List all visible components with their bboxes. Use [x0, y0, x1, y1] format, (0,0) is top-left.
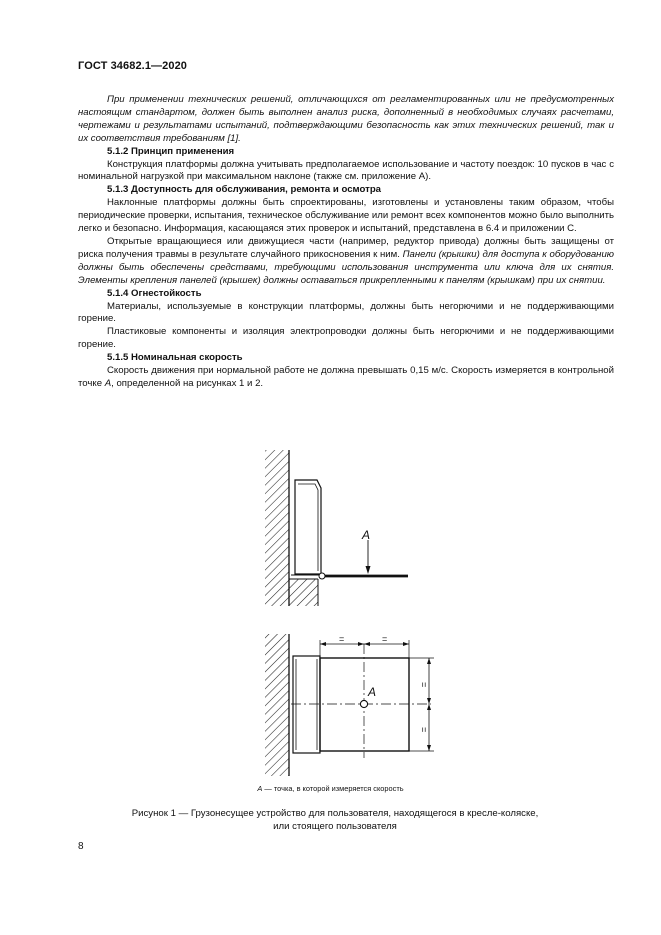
page-number: 8 — [78, 841, 84, 852]
dim-top-arrow-1 — [320, 642, 326, 646]
dim-top-arrow-2 — [358, 642, 364, 646]
paragraph-risk-analysis: При применении технических решений, отличающихся от регламентированных или не предусмотренных настоящим стандартом, должен быть выполнен анализ риска, дополненный в необходимых случаях расчетами, чертежами и результатами испытаний, подтверждающими безопасность как этих технических решений, так и их соответствия требованиям [1]. — [78, 94, 614, 144]
side-view-carrier — [295, 480, 321, 574]
paragraph-5-1-5 — [78, 365, 614, 391]
paragraph-5-1-3-b — [78, 236, 614, 288]
dim-side-arrow-1 — [427, 658, 431, 664]
heading-5-1-4: 5.1.4 Огнестойкость — [107, 287, 202, 299]
heading-5-1-3: 5.1.3 Доступность для обслуживания, ремонта и осмотра — [107, 184, 382, 196]
dim-top-arrow-3 — [364, 642, 370, 646]
dim-side-arrow-3 — [427, 704, 431, 710]
dim-side-label-upper: = — [419, 682, 429, 688]
plan-view-point-a — [360, 700, 367, 707]
paragraph-5-1-3-b-regular: Открытые вращающиеся или движущиеся части (например, редуктор привода) должны быть защищены от риска получения травмы в результате случайного прикосновения к ним. — [78, 235, 614, 260]
heading-5-1-2: 5.1.2 Принцип применения — [107, 145, 235, 157]
paragraph-5-1-4-b: Пластиковые компоненты и изоляция электропроводки должны быть негорючими и не поддерживающими горение. — [78, 326, 614, 351]
plan-view-label-a: А — [368, 685, 377, 699]
side-view-carrier-inner — [298, 484, 318, 571]
paragraph-5-1-5-pre: Скорость движения при нормальной работе не должна превышать 0,15 м/с. Скорость измеряется в контрольной точке — [78, 365, 614, 389]
plan-view-mount — [293, 656, 320, 753]
paragraph-5-1-3-b-italic: Панели (крышки) для доступа к оборудованию должны быть обеспечены средствами, требующими использования инструмента или ключа для их снятия. Элементы крепления панелей (крышек) должны оставаться прикрепленными к панелям (крышкам) при их снятии. — [78, 248, 615, 286]
figure-caption-line-1: Рисунок 1 — Грузонесущее устройство для пользователя, находящегося в кресле-коляске, — [131, 808, 539, 819]
side-view-label-a: А — [362, 528, 371, 542]
side-view-floor-hatch — [289, 579, 318, 606]
figure-legend-var: А — [257, 784, 263, 793]
paragraph-5-1-5-post: , определенной на рисунках 1 и 2. — [111, 377, 264, 389]
paragraph-5-1-4-a: Материалы, используемые в конструкции платформы, должны быть негорючими и не поддерживающими горение. — [78, 300, 614, 325]
figure-caption — [110, 808, 560, 834]
figure-legend-text: — точка, в которой измеряется скорость — [262, 784, 404, 793]
document-header: ГОСТ 34682.1—2020 — [78, 60, 188, 72]
side-view-wall-hatch — [265, 450, 289, 606]
plan-view — [265, 634, 434, 776]
dim-top-label-right: = — [382, 634, 388, 644]
heading-5-1-5: 5.1.5 Номинальная скорость — [107, 352, 243, 364]
dim-top-label-left: = — [339, 634, 345, 644]
dim-side-label-lower: = — [419, 727, 429, 733]
plan-view-wall-hatch — [265, 634, 289, 776]
paragraph-5-1-5-var: А — [104, 377, 112, 389]
side-view-arrowhead — [366, 566, 371, 574]
figure-1-drawing — [255, 444, 445, 780]
dim-side-arrow-4 — [427, 745, 431, 751]
figure-caption-line-2: или стоящего пользователя — [273, 820, 397, 832]
side-view — [265, 450, 408, 606]
body-text — [78, 94, 614, 391]
paragraph-5-1-2: Конструкция платформы должна учитывать предполагаемое использование и частоту поездок: 10 пусков в час с номинальной нагрузкой при максимальном наклоне (также см. приложение А). — [78, 158, 614, 183]
side-view-hinge — [319, 573, 325, 579]
figure-legend — [0, 784, 661, 793]
paragraph-5-1-3-a: Наклонные платформы должны быть спроектированы, изготовлены и установлены таким образом, чтобы периодические проверки, испытания, техническое обслуживание или ремонт всех компонентов можно было выполнить легко и безопасно. Информация, касающаяся этих проверок и испытаний, представлена в 6.4 и приложении С. — [78, 197, 614, 235]
dim-side-arrow-2 — [427, 698, 431, 704]
dim-top-arrow-4 — [403, 642, 409, 646]
